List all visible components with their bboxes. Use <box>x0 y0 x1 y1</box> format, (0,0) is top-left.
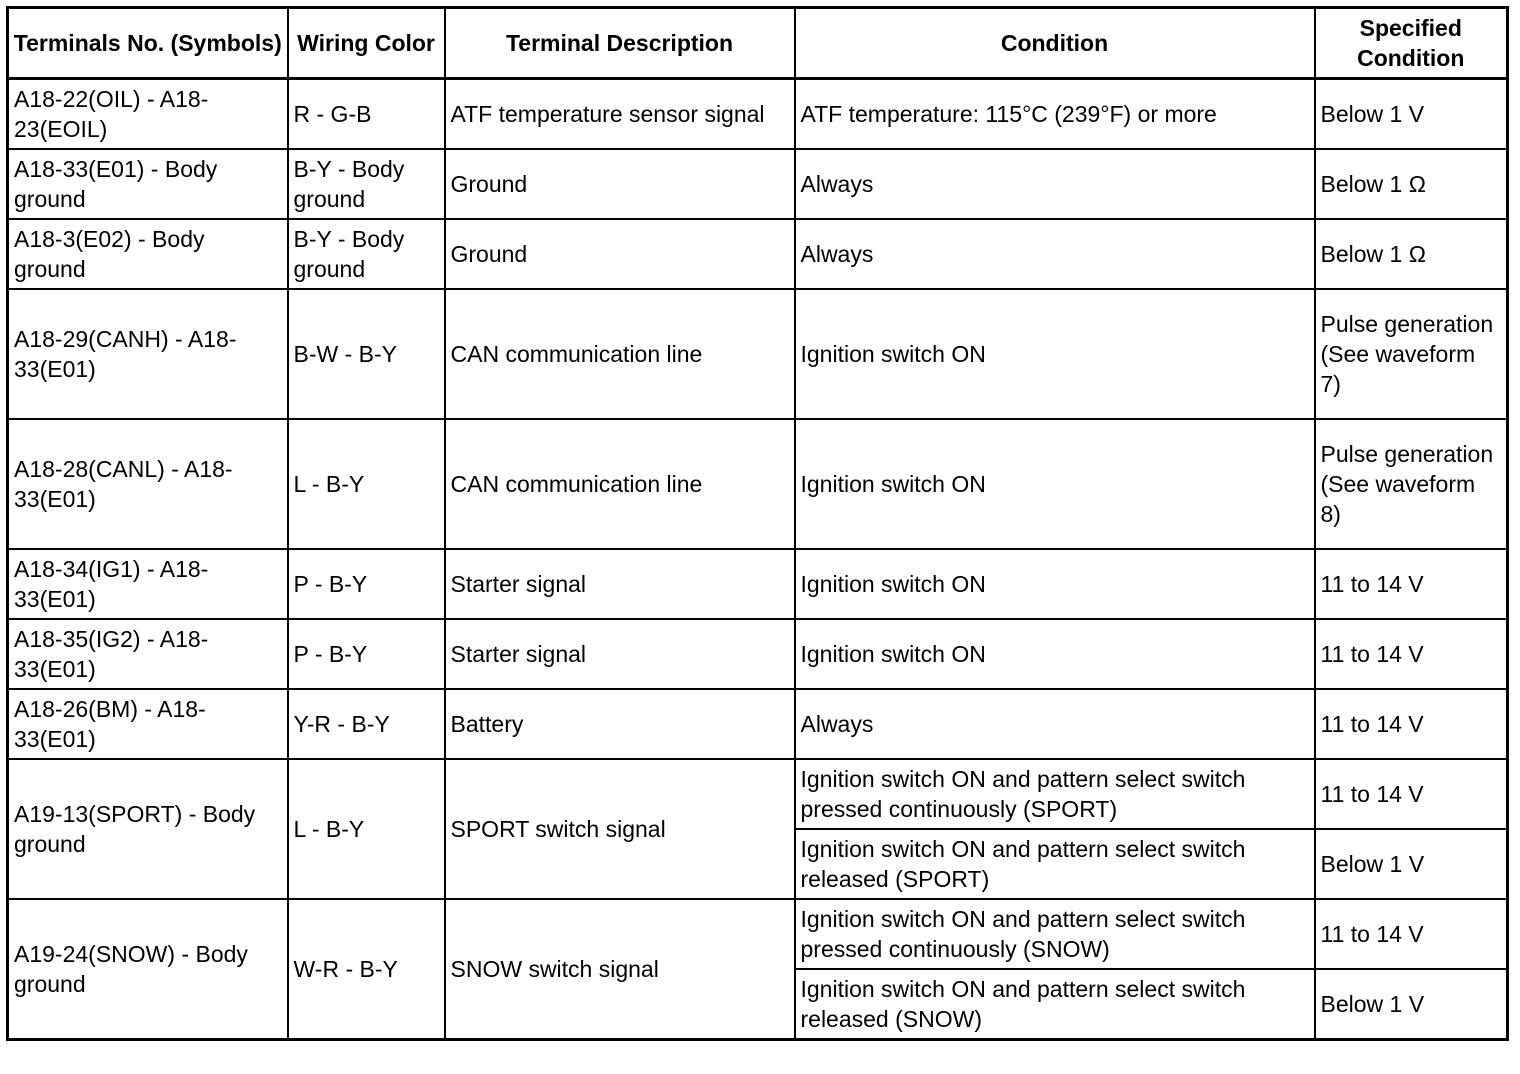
cell-condition: Ignition switch ON and pattern select switch released (SPORT) <box>795 829 1315 899</box>
cell-terminals: A19-13(SPORT) - Body ground <box>8 759 288 899</box>
header-wiring-color: Wiring Color <box>288 8 445 79</box>
cell-condition: Always <box>795 149 1315 219</box>
cell-condition: Ignition switch ON and pattern select switch pressed continuously (SNOW) <box>795 899 1315 969</box>
cell-terminals: A18-28(CANL) - A18-33(E01) <box>8 419 288 549</box>
cell-description: ATF temperature sensor signal <box>445 79 795 150</box>
cell-description: Starter signal <box>445 619 795 689</box>
cell-terminals: A19-24(SNOW) - Body ground <box>8 899 288 1040</box>
cell-condition: Ignition switch ON <box>795 549 1315 619</box>
cell-terminals: A18-33(E01) - Body ground <box>8 149 288 219</box>
terminal-table <box>6 6 1509 1041</box>
cell-terminals: A18-34(IG1) - A18-33(E01) <box>8 549 288 619</box>
cell-terminals: A18-29(CANH) - A18-33(E01) <box>8 289 288 419</box>
table-row <box>8 419 1508 549</box>
cell-wiring-color: L - B-Y <box>288 759 445 899</box>
cell-specified: 11 to 14 V <box>1315 899 1508 969</box>
table-row <box>8 549 1508 619</box>
header-terminal-description: Terminal Description <box>445 8 795 79</box>
cell-condition: Ignition switch ON <box>795 619 1315 689</box>
cell-wiring-color: P - B-Y <box>288 549 445 619</box>
cell-terminals: A18-22(OIL) - A18-23(EOIL) <box>8 79 288 150</box>
cell-wiring-color: R - G-B <box>288 79 445 150</box>
cell-specified: Below 1 V <box>1315 829 1508 899</box>
cell-wiring-color: B-Y - Body ground <box>288 149 445 219</box>
cell-specified: 11 to 14 V <box>1315 689 1508 759</box>
cell-terminals: A18-35(IG2) - A18-33(E01) <box>8 619 288 689</box>
table-row <box>8 689 1508 759</box>
cell-condition: Ignition switch ON <box>795 289 1315 419</box>
cell-description: Starter signal <box>445 549 795 619</box>
cell-description: CAN communication line <box>445 289 795 419</box>
cell-condition: ATF temperature: 115°C (239°F) or more <box>795 79 1315 150</box>
header-condition: Condition <box>795 8 1315 79</box>
cell-condition: Ignition switch ON and pattern select switch pressed continuously (SPORT) <box>795 759 1315 829</box>
cell-description: SPORT switch signal <box>445 759 795 899</box>
cell-specified: Below 1 V <box>1315 79 1508 150</box>
cell-wiring-color: B-W - B-Y <box>288 289 445 419</box>
header-terminals: Terminals No. (Symbols) <box>8 8 288 79</box>
table-row <box>8 289 1508 419</box>
cell-description: Ground <box>445 149 795 219</box>
header-specified-condition: Specified Condition <box>1315 8 1508 79</box>
cell-specified: 11 to 14 V <box>1315 549 1508 619</box>
table-row <box>8 619 1508 689</box>
cell-description: SNOW switch signal <box>445 899 795 1040</box>
cell-condition: Ignition switch ON and pattern select switch released (SNOW) <box>795 969 1315 1040</box>
cell-terminals: A18-3(E02) - Body ground <box>8 219 288 289</box>
cell-wiring-color: Y-R - B-Y <box>288 689 445 759</box>
cell-description: Ground <box>445 219 795 289</box>
cell-condition: Always <box>795 689 1315 759</box>
cell-wiring-color: P - B-Y <box>288 619 445 689</box>
terminal-table-container <box>6 6 1509 1041</box>
cell-terminals: A18-26(BM) - A18-33(E01) <box>8 689 288 759</box>
cell-specified: Pulse generation (See waveform 7) <box>1315 289 1508 419</box>
cell-description: Battery <box>445 689 795 759</box>
cell-wiring-color: L - B-Y <box>288 419 445 549</box>
cell-specified: 11 to 14 V <box>1315 759 1508 829</box>
cell-specified: Below 1 V <box>1315 969 1508 1040</box>
table-row <box>8 759 1508 829</box>
table-row <box>8 219 1508 289</box>
cell-wiring-color: B-Y - Body ground <box>288 219 445 289</box>
table-row <box>8 79 1508 150</box>
table-row <box>8 899 1508 969</box>
cell-condition: Always <box>795 219 1315 289</box>
cell-specified: Below 1 Ω <box>1315 149 1508 219</box>
cell-description: CAN communication line <box>445 419 795 549</box>
table-row <box>8 149 1508 219</box>
cell-specified: Pulse generation (See waveform 8) <box>1315 419 1508 549</box>
header-row <box>8 8 1508 79</box>
cell-specified: Below 1 Ω <box>1315 219 1508 289</box>
cell-specified: 11 to 14 V <box>1315 619 1508 689</box>
cell-wiring-color: W-R - B-Y <box>288 899 445 1040</box>
cell-condition: Ignition switch ON <box>795 419 1315 549</box>
